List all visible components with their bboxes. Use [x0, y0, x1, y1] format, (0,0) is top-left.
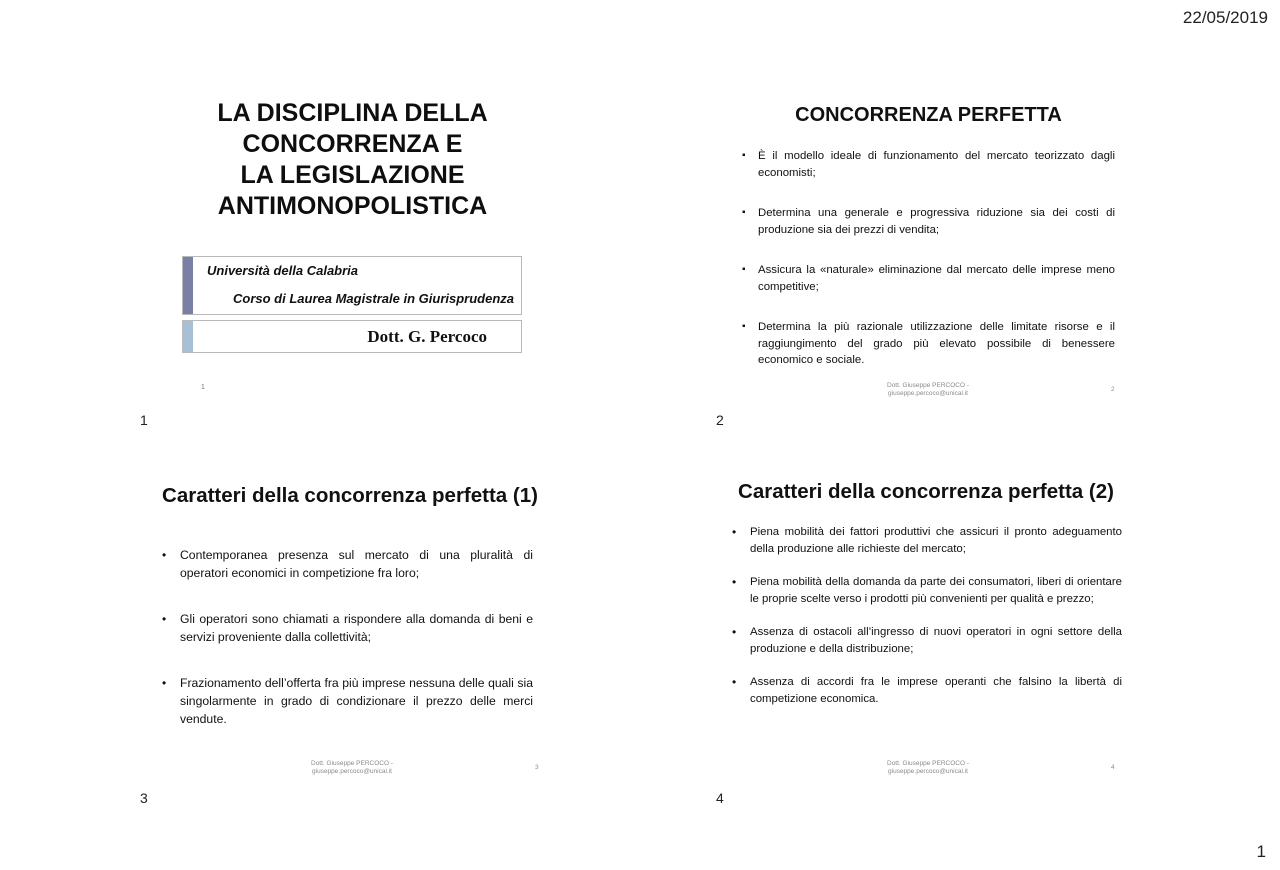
footer-author: Dott. Giuseppe PERCOCO - — [887, 760, 969, 767]
list-item: ▪ Assicura la «naturale» eliminazione dal mercato delle imprese meno competitive; — [742, 262, 1115, 295]
footer-author: Dott. Giuseppe PERCOCO - — [887, 382, 969, 389]
list-item: • Contemporanea presenza sul mercato di una pluralità di operatori economici in competizione fra loro; — [162, 546, 533, 582]
list-item: • Frazionamento dell’offerta fra più imprese nessuna delle quali sia singolarmente in grado di condizionare il prezzo delle merci vendute. — [162, 674, 533, 728]
university-box — [182, 256, 522, 315]
slide-4 — [716, 468, 1166, 788]
slide-index: 2 — [1111, 386, 1115, 393]
accent-bar — [183, 257, 193, 314]
slide-title: CONCORRENZA PERFETTA — [795, 104, 1062, 126]
footer-email: giuseppe.percoco@unical.it — [888, 768, 968, 775]
footer-email: giuseppe.percoco@unical.it — [312, 768, 392, 775]
slide-1 — [140, 82, 590, 402]
slide-footer — [272, 760, 432, 776]
author-box — [182, 320, 522, 353]
slide-number: 2 — [716, 412, 724, 428]
slide-index: 3 — [535, 764, 539, 771]
list-item: • Piena mobilità dei fattori produttivi che assicuri il pronto adeguamento della produzione alle richieste del mercato; — [732, 524, 1122, 557]
slide-title: Caratteri della concorrenza perfetta (1) — [162, 484, 538, 507]
slide-footer — [848, 382, 1008, 398]
slide-number: 3 — [140, 790, 148, 806]
slide-index: 1 — [201, 384, 205, 391]
list-item: • Assenza di accordi fra le imprese operanti che falsino la libertà di competizione economica. — [732, 674, 1122, 707]
bullet-list — [162, 546, 533, 756]
slide-number: 4 — [716, 790, 724, 806]
slide-footer — [848, 760, 1008, 776]
slide-index: 4 — [1111, 764, 1115, 771]
slide-title — [180, 98, 525, 222]
title-line: LA DISCIPLINA DELLA — [217, 99, 488, 127]
title-line: CONCORRENZA E — [242, 130, 463, 158]
slide-number: 1 — [140, 412, 148, 428]
slide-2 — [716, 82, 1166, 402]
footer-author: Dott. Giuseppe PERCOCO - — [311, 760, 393, 767]
page-date: 22/05/2019 — [1182, 8, 1268, 27]
list-item: ▪ Determina una generale e progressiva riduzione sia dei costi di produzione sia dei prezzi di vendita; — [742, 205, 1115, 238]
university-name: Università della Calabria — [207, 263, 359, 278]
bullet-list — [732, 524, 1122, 724]
list-item: • Gli operatori sono chiamati a rispondere alla domanda di beni e servizi proveniente dalla collettività; — [162, 610, 533, 646]
slide-3 — [140, 468, 590, 788]
title-line: LA LEGISLAZIONE — [240, 161, 465, 189]
title-line: ANTIMONOPOLISTICA — [217, 192, 488, 220]
accent-bar — [183, 321, 193, 352]
slide-title: Caratteri della concorrenza perfetta (2) — [738, 480, 1114, 503]
author-name: Dott. G. Percoco — [367, 327, 487, 346]
list-item: ▪ È il modello ideale di funzionamento del mercato teorizzato dagli economisti; — [742, 148, 1115, 181]
course-name: Corso di Laurea Magistrale in Giurisprudenza — [233, 291, 515, 306]
bullet-list — [742, 148, 1115, 393]
list-item: • Piena mobilità della domanda da parte dei consumatori, liberi di orientare le proprie scelte verso i prodotti più convenienti per qualità e prezzo; — [732, 574, 1122, 607]
page-number: 1 — [1256, 842, 1266, 861]
footer-email: giuseppe.percoco@unical.it — [888, 390, 968, 397]
list-item: • Assenza di ostacoli all’ingresso di nuovi operatori in ogni settore della produzione e della distribuzione; — [732, 624, 1122, 657]
list-item: ▪ Determina la più razionale utilizzazione delle limitate risorse e il raggiungimento del grado più elevato possibile di benessere economico e sociale. — [742, 319, 1115, 369]
